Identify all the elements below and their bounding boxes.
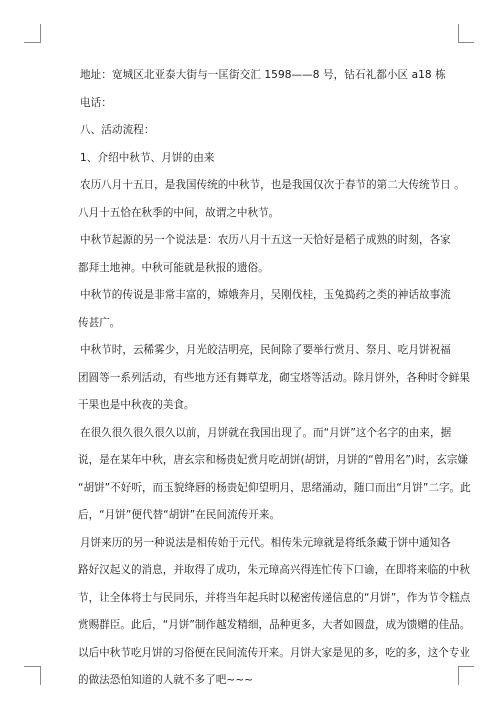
crop-mark-bottom-right-horizontal: [458, 666, 474, 667]
subheading: 1、介绍中秋节、月饼的由来: [80, 151, 215, 164]
paragraph-line: 八月十五恰在秋季的中间，故谓之中秋节。: [78, 206, 280, 219]
paragraph-legends: [78, 282, 451, 337]
paragraph-line: 节，让全体将士与民同乐，并将当年起兵时以秘密传递信息的“月饼”，作为节令糕点: [78, 591, 471, 604]
paragraph-line: 在很久很久很久很久以前，月饼就在我国出现了。而“月饼”这个名字的由来，据: [80, 426, 452, 439]
paragraph-origin-harvest: [78, 227, 451, 282]
paragraph-line: 都拜土地神。中秋可能就是秋报的遗俗。: [78, 261, 269, 274]
crop-mark-top-right-horizontal: [458, 42, 474, 43]
paragraph-line: 中秋节起源的另一个说法是：农历八月十五这一天恰好是稻子成熟的时刻，各家: [80, 234, 451, 246]
document-body: [78, 62, 471, 695]
paragraph-line: 说，是在某年中秋，唐玄宗和杨贵妃赏月吃胡饼(胡饼，月饼的“曾用名”)时，玄宗嫌: [78, 454, 469, 466]
paragraph-line: 干果也是中秋夜的美食。: [78, 399, 195, 411]
paragraph-line: 传甚广。: [78, 316, 121, 329]
paragraph-line: 中秋节时，云稀雾少，月光皎洁明亮，民间除了要举行赏月、祭月、吃月饼祝福: [80, 344, 451, 356]
paragraph-line: “胡饼”不好听，而玉貌绛唇的杨贵妃仰望明月，思绪涌动，随口而出“月饼”二字。此: [78, 481, 471, 494]
paragraph-line: 以后中秋节吃月饼的习俗便在民间流传开来。月饼大家是见的多，吃的多，这个专业: [78, 646, 470, 659]
paragraph-line: 月饼来历的另一种说法是相传始于元代。相传朱元璋就是将纸条藏于饼中通知各: [80, 536, 451, 549]
paragraph-line: 路好汉起义的消息，并取得了成功，朱元璋高兴得连忙传下口谕，在即将来临的中秋: [78, 564, 470, 576]
address-line: 地址：宽城区北亚泰大街与一匡街交汇 1598——8 号，钻石礼都小区 a18 栋: [80, 69, 446, 81]
crop-mark-bottom-left-vertical: [40, 666, 41, 685]
paragraph-mooncake-name-origin: [78, 420, 471, 530]
crop-mark-top-right-vertical: [458, 24, 459, 43]
paragraph-line: 的做法恐怕知道的人就不多了吧~~~: [78, 674, 253, 686]
paragraph-line: 赏赐群臣。此后，“月饼”制作越发精细，品种更多，大者如圆盘，成为馈赠的佳品。: [78, 619, 471, 631]
paragraph-mooncake-yuan-origin: [78, 530, 471, 695]
crop-mark-bottom-left-horizontal: [24, 666, 40, 667]
phone-line: 电话：: [80, 96, 112, 109]
paragraph-customs: [78, 337, 470, 420]
section-heading: 八、活动流程：: [80, 124, 155, 136]
paragraph-line: 团圆等一系列活动，有些地方还有舞草龙，砌宝塔等活动。除月饼外，各种时令鲜果: [78, 371, 470, 384]
crop-mark-top-left-horizontal: [24, 42, 40, 43]
paragraph-line: 后，“月饼”便代替“胡饼”在民间流传开来。: [78, 509, 281, 521]
paragraph-line: 中秋节的传说是非常丰富的，嫦娥奔月，吴刚伐桂，玉兔捣药之类的神话故事流: [80, 289, 451, 301]
paragraph-line: 农历八月十五日，是我国传统的中秋节，也是我国仅次于春节的第二大传统节日 。: [80, 179, 465, 191]
crop-mark-top-left-vertical: [40, 24, 41, 43]
crop-mark-bottom-right-vertical: [458, 666, 459, 685]
paragraph-mid-autumn-intro: [78, 172, 465, 227]
